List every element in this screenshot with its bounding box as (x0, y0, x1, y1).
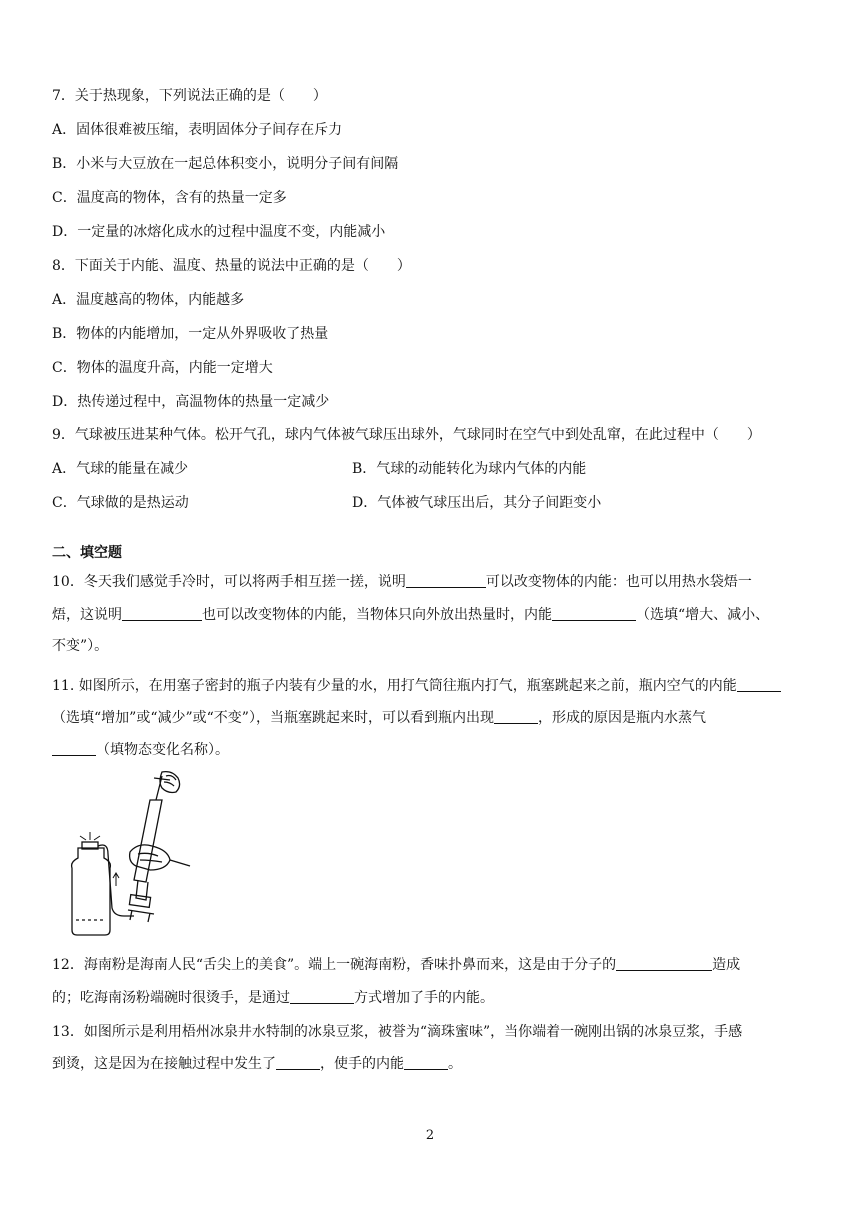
q12-line1: 12．海南粉是海南人民“舌尖上的美食”。端上一碗海南粉，香味扑鼻而来，这是由于分子的 造成 (52, 957, 741, 973)
q8-stem: 8．下面关于内能、温度、热量的说法中正确的是（ ） (52, 258, 411, 274)
q9-option-d: D．气体被气球压出后，其分子间距变小 (352, 495, 602, 511)
answer-blank (276, 1055, 320, 1070)
q9-stem: 9．气球被压进某种气体。松开气孔，球内气体被气球压出球外，气球同时在空气中到处乱窜，在此过程中（ ） (52, 427, 761, 443)
answer-blank (552, 606, 636, 621)
q8-option-a: A．温度越高的物体，内能越多 (52, 292, 245, 308)
q10-line1: 10．冬天我们感觉手冷时，可以将两手相互搓一搓，说明 可以改变物体的内能：也可以用热水袋焐一 (52, 574, 752, 590)
q13-line2: 到烫，这是因为在接触过程中发生了 ，使手的内能 。 (52, 1056, 462, 1072)
answer-blank (52, 741, 96, 756)
hand-top (160, 772, 180, 793)
q11-line1: 11. 如图所示，在用塞子密封的瓶子内装有少量的水，用打气筒往瓶内打气，瓶塞跳起来之前，瓶内空气的内能 (52, 676, 781, 696)
q8-option-b: B．物体的内能增加，一定从外界吸收了热量 (52, 326, 329, 342)
answer-blank (616, 956, 712, 971)
answer-blank (290, 989, 354, 1004)
q12-line2: 的；吃海南汤粉端碗时很烫手，是通过 方式增加了手的内能。 (52, 990, 494, 1006)
q7-option-c: C．温度高的物体，含有的热量一定多 (52, 190, 287, 206)
bottle-pump-figure (58, 770, 198, 938)
q11-line2: （选填“增加”或“减少”或“不变”），当瓶塞跳起来时，可以看到瓶内出现 ，形成的原因是瓶内水蒸气 (52, 710, 706, 726)
q8-option-c: C．物体的温度升高，内能一定增大 (52, 360, 273, 376)
bottle-outline (72, 848, 111, 935)
answer-blank (122, 606, 202, 621)
q9-option-b: B．气球的动能转化为球内气体的内能 (352, 461, 587, 477)
section-heading: 二、填空题 (52, 545, 122, 561)
answer-blank (404, 1055, 448, 1070)
q7-option-b: B．小米与大豆放在一起总体积变小，说明分子间有间隔 (52, 156, 399, 172)
q7-stem: 7．关于热现象，下列说法正确的是（ ） (52, 88, 327, 104)
hand-grip (130, 845, 170, 870)
q13-line1: 13．如图所示是利用梧州冰泉井水特制的冰泉豆浆，被誉为“滴珠蜜味”，当你端着一碗刚出锅的冰泉豆浆，手感 (52, 1024, 743, 1040)
q9-option-c: C．气球做的是热运动 (52, 495, 189, 511)
q10-line3: 不变”）。 (52, 638, 109, 654)
q8-option-d: D．热传递过程中，高温物体的热量一定减少 (52, 394, 330, 410)
q7-option-a: A．固体很难被压缩，表明固体分子间存在斥力 (52, 122, 343, 138)
answer-blank (737, 677, 781, 692)
page-number: 2 (425, 1128, 435, 1143)
q11-line3: （填物态变化名称）。 (52, 740, 229, 760)
answer-blank (494, 709, 538, 724)
q7-option-d: D．一定量的冰熔化成水的过程中温度不变，内能减小 (52, 224, 386, 240)
answer-blank (406, 573, 486, 588)
q10-line2: 焐，这说明 也可以改变物体的内能，当物体只向外放出热量时，内能 （选填“增大、减小、 (52, 607, 770, 623)
q9-option-a: A．气球的能量在减少 (52, 461, 189, 477)
